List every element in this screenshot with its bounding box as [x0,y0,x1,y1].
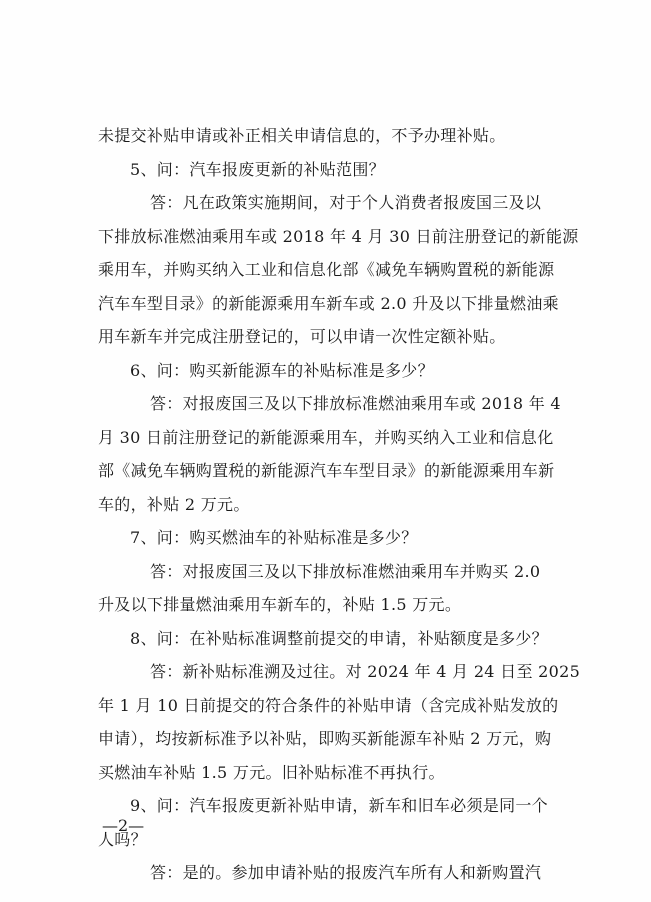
text-line: 买燃油车补贴 1.5 万元。旧补贴标准不再执行。 [98,762,445,782]
text-line: 年 1 月 10 日前提交的符合条件的补贴申请（含完成补贴发放的 [98,695,559,715]
text-line: 乘用车，并购买纳入工业和信息化部《减免车辆购置税的新能源 [98,260,555,279]
answer-6-start: 答：对报废国三及以下排放标准燃油乘用车或 2018 年 4 [150,394,561,413]
answer-7-start: 答：对报废国三及以下排放标准燃油乘用车并购买 2.0 [150,561,541,581]
question-5: 5、问：汽车报废更新的补贴范围？ [130,159,385,179]
text-line: 部《减免车辆购置税的新能源汽车车型目录》的新能源乘用车新 [98,461,555,480]
question-7: 7、问：购买燃油车的补贴标准是多少？ [130,528,418,547]
question-6: 6、问：购买新能源车的补贴标准是多少？ [130,360,434,380]
text-line: 升及以下排量燃油乘用车新车的，补贴 1.5 万元。 [98,595,462,614]
answer-8-start: 答：新补贴标准溯及过往。对 2024 年 4 月 24 日至 2025 [150,662,581,681]
answer-5-start: 答：凡在政策实施期间，对于个人消费者报废国三及以 [150,193,542,212]
text-line: 下排放标准燃油乘用车或 2018 年 4 月 30 日前注册登记的新能源 [98,226,579,246]
question-9: 9、问：汽车报废更新补贴申请，新车和旧车必须是同一个 [130,796,548,815]
text-line: 申请），均按新标准予以补贴，即购买新能源车补贴 2 万元，购 [98,729,552,748]
text-line: 月 30 日前注册登记的新能源乘用车，并购买纳入工业和信息化 [98,427,554,447]
text-line: 用车新车并完成注册登记的，可以申请一次性定额补贴。 [98,327,506,346]
page-number: —2— [102,816,145,835]
answer-9-start: 答：是的。参加申请补贴的报废汽车所有人和新购置汽 [150,863,542,882]
text-line: 未提交补贴申请或补正相关申请信息的，不予办理补贴。 [98,126,506,145]
text-line: 汽车车型目录》的新能源乘用车新车或 2.0 升及以下排量燃油乘 [98,293,559,313]
text-line: 车的，补贴 2 万元。 [98,494,250,514]
text-line: 人吗？ [98,829,147,849]
question-8: 8、问：在补贴标准调整前提交的申请，补贴额度是多少？ [130,628,548,648]
document-body [98,119,581,890]
